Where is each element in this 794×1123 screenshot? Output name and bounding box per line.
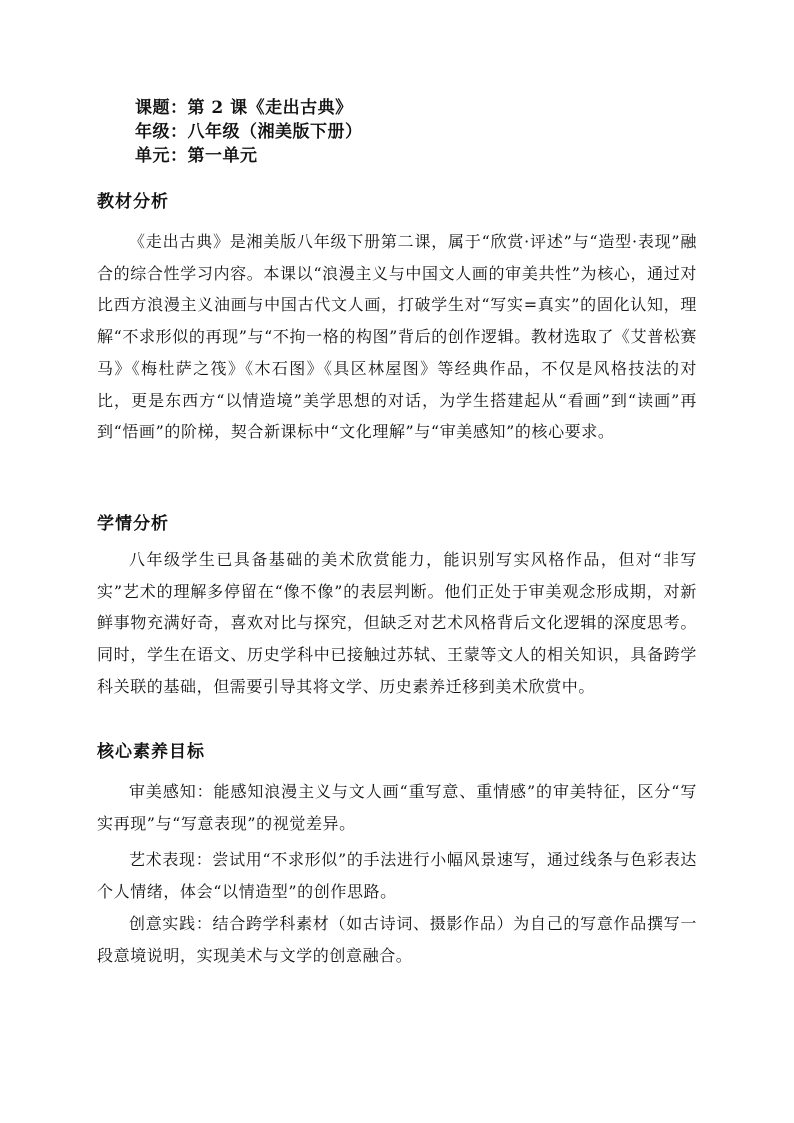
- student-analysis-body: 八年级学生已具备基础的美术欣赏能力，能识别写实风格作品，但对“非写实”艺术的理解多停留在“像不像”的表层判断。他们正处于审美观念形成期，对新鲜事物充满好奇，喜欢对比与探究，但缺乏对艺术风格背后文化逻辑的深度思考。同时，学生在语文、历史学科中已接触过苏轼、王蒙等文人的相关知识，具备跨学科关联的基础，但需要引导其将文学、历史素养迁移到美术欣赏中。: [97, 550, 697, 696]
- lesson-unit: 单元：第一单元: [135, 146, 258, 166]
- lesson-info: [135, 96, 363, 168]
- student-analysis-heading: 学情分析: [97, 514, 169, 534]
- core-goals-heading: 核心素养目标: [97, 742, 205, 762]
- textbook-analysis-heading: 教材分析: [97, 192, 169, 212]
- goal-creative-practice: 创意实践：结合跨学科素材（如古诗词、摄影作品）为自己的写意作品撰写一段意境说明，实现美术与文学的创意融合。: [97, 914, 697, 965]
- lesson-grade: 年级：八年级（湘美版下册）: [135, 122, 363, 142]
- goal-aesthetic-perception: 审美感知：能感知浪漫主义与文人画“重写意、重情感”的审美特征，区分“写实再现”与“写意表现”的视觉差异。: [97, 782, 697, 833]
- textbook-analysis-body: 《走出古典》是湘美版八年级下册第二课，属于“欣赏·评述”与“造型·表现”融合的综合性学习内容。本课以“浪漫主义与中国文人画的审美共性”为核心，通过对比西方浪漫主义油画与中国古代文人画，打破学生对“写实=真实”的固化认知，理解“不求形似的再现”与“不拘一格的构图”背后的创作逻辑。教材选取了《艾普松赛马》《梅杜萨之筏》《木石图》《具区林屋图》等经典作品，不仅是风格技法的对比，更是东西方“以情造境”美学思想的对话，为学生搭建起从“看画”到“读画”再到“悟画”的阶梯，契合新课标中“文化理解”与“审美感知”的核心要求。: [97, 232, 697, 442]
- lesson-topic: 课题：第 2 课《走出古典》: [135, 98, 353, 118]
- goal-artistic-expression: 艺术表现：尝试用“不求形似”的手法进行小幅风景速写，通过线条与色彩表达个人情绪，体会“以情造型”的创作思路。: [97, 850, 697, 901]
